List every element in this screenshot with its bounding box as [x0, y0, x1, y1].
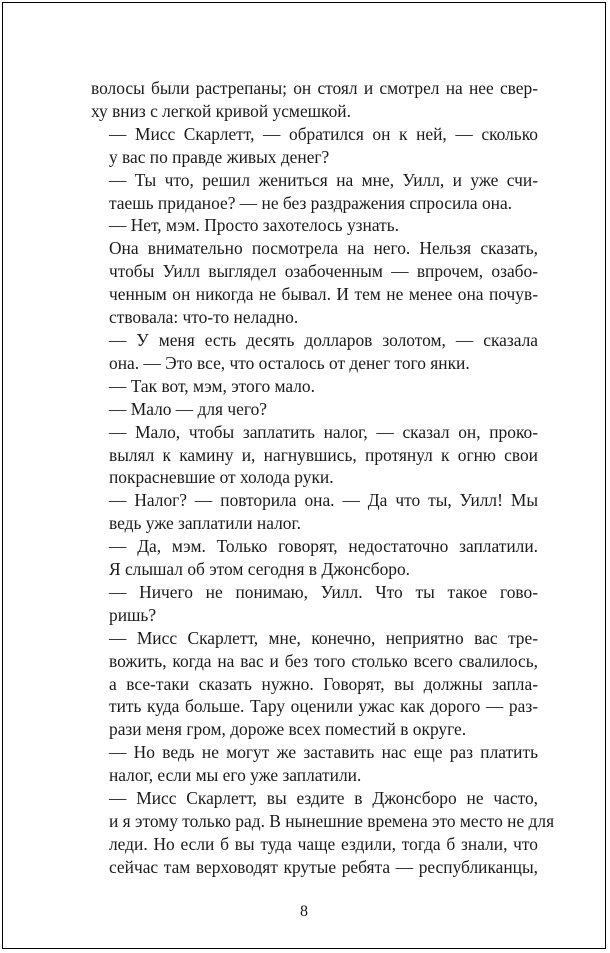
- text-line: ху вниз с легкой кривой усмешкой.: [91, 100, 351, 121]
- text-line: — У меня есть десять долларов золотом, — сказала: [109, 329, 538, 350]
- paragraph: [91, 535, 538, 581]
- text-line: ведь уже заплатили налог.: [109, 513, 301, 534]
- text-line: она. — Это все, что осталось от денег того янки.: [109, 352, 470, 373]
- text-line: — Ты что, решил жениться на мне, Уилл, и уже счи-: [109, 169, 538, 190]
- text-line: — Мисс Скарлетт, — обратился он к ней, — сколько: [109, 123, 538, 144]
- paragraph: [91, 398, 538, 421]
- paragraph: [91, 123, 538, 169]
- paragraph: [91, 329, 538, 375]
- text-line: сейчас там верховодят крутые ребята — республиканцы,: [109, 856, 538, 877]
- text-line: леди. Но если б вы туда чаще ездили, тогда б знали, что: [109, 833, 538, 854]
- text-line: налог, если мы его уже заплатили.: [109, 765, 362, 786]
- text-line: — Ничего не понимаю, Уилл. Что ты такое гово-: [109, 581, 538, 602]
- text-line: — Мало — для чего?: [109, 398, 267, 419]
- text-line: покрасневшие от холода руки.: [109, 467, 334, 488]
- text-line: — Налог? — повторила она. — Да что ты, Уилл! Мы: [109, 490, 538, 511]
- page-number: 8: [300, 903, 308, 920]
- text-line: а все-таки сказать нужно. Говорят, вы должны запла-: [109, 673, 538, 694]
- text-line: ченным он никогда не бывал. И тем не менее она почув-: [109, 284, 538, 305]
- text-line: Я слышал об этом сегодня в Джонсборо.: [109, 559, 411, 580]
- text-line: — Так вот, мэм, этого мало.: [109, 375, 315, 396]
- paragraph: [91, 741, 538, 787]
- text-line: тить куда больше. Тару оценили ужас как дорого — раз-: [109, 696, 538, 717]
- paragraph: [91, 421, 538, 490]
- text-line: чтобы Уилл выглядел озабоченным — впрочем, озабо-: [109, 261, 538, 282]
- text-line: рази меня гром, дороже всех поместий в округе.: [109, 719, 467, 740]
- body-text: [91, 77, 555, 879]
- paragraph: [91, 214, 538, 237]
- text-line: — Нет, мэм. Просто захотелось узнать.: [109, 215, 399, 236]
- text-line: — Мисс Скарлетт, вы ездите в Джонсборо не часто,: [109, 788, 538, 809]
- text-line: вожить, когда на вас и без того столько всего свалилось,: [109, 650, 538, 671]
- text-line: — Мисс Скарлетт, мне, конечно, неприятно вас тре-: [109, 627, 538, 648]
- text-line: Она внимательно посмотрела на него. Нельзя сказать,: [109, 238, 538, 259]
- paragraph: [91, 375, 538, 398]
- text-line: волосы были растрепаны; он стоял и смотрел на нее свер-: [91, 78, 538, 98]
- paragraph: [91, 489, 538, 535]
- paragraph: [91, 77, 538, 123]
- paragraph: [91, 627, 538, 742]
- text-line: таешь приданое? — не без раздражения спросила она.: [109, 192, 513, 213]
- text-line: и я этому только рад. В нынешние времена это место не для: [109, 811, 555, 831]
- paragraph: [91, 581, 538, 627]
- book-page: [2, 2, 606, 949]
- paragraph: [91, 237, 538, 329]
- text-line: ришь?: [109, 604, 157, 625]
- text-line: — Но ведь не могут же заставить нас еще раз платить: [109, 742, 538, 763]
- text-line: вылял к камину и, нагнувшись, протянул к огню свои: [109, 444, 538, 465]
- text-line: у вас по правде живых денег?: [109, 146, 330, 167]
- text-line: ствовала: что-то неладно.: [109, 307, 299, 328]
- text-line: — Мало, чтобы заплатить налог, — сказал он, проко-: [109, 421, 538, 442]
- paragraph: [91, 169, 538, 215]
- text-line: — Да, мэм. Только говорят, недостаточно заплатили.: [109, 536, 538, 557]
- paragraph: [91, 787, 555, 879]
